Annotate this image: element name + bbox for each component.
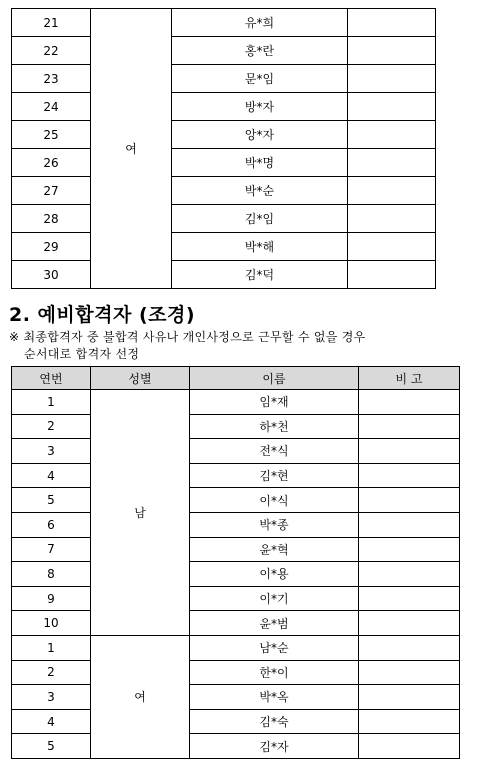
row-number: 22 bbox=[12, 37, 91, 65]
table-row bbox=[12, 611, 460, 636]
name-cell: 김*자 bbox=[190, 734, 359, 759]
table-row bbox=[12, 205, 436, 233]
remark-cell bbox=[359, 635, 460, 660]
table-row bbox=[12, 635, 460, 660]
row-number: 4 bbox=[12, 709, 91, 734]
row-number: 21 bbox=[12, 9, 91, 37]
table-row bbox=[12, 488, 460, 513]
table-row bbox=[12, 512, 460, 537]
name-cell: 이*용 bbox=[190, 562, 359, 587]
remark-cell bbox=[359, 537, 460, 562]
selection-note-line2: 순서대로 합격자 선정 bbox=[24, 347, 140, 361]
remark-cell bbox=[348, 121, 436, 149]
table-row bbox=[12, 390, 460, 415]
row-number: 1 bbox=[12, 635, 91, 660]
row-number: 5 bbox=[12, 488, 91, 513]
row-number: 8 bbox=[12, 562, 91, 587]
table-row bbox=[12, 439, 460, 464]
header-remark: 비 고 bbox=[359, 367, 460, 390]
row-number: 3 bbox=[12, 439, 91, 464]
applicant-table-body bbox=[12, 9, 436, 289]
row-number: 30 bbox=[12, 261, 91, 289]
remark-cell bbox=[348, 93, 436, 121]
table-row bbox=[12, 463, 460, 488]
remark-cell bbox=[348, 65, 436, 93]
row-number: 2 bbox=[12, 414, 91, 439]
name-cell: 남*순 bbox=[190, 635, 359, 660]
table-row bbox=[12, 9, 436, 37]
name-cell: 한*이 bbox=[190, 660, 359, 685]
row-number: 9 bbox=[12, 586, 91, 611]
table-row bbox=[12, 261, 436, 289]
name-cell: 이*기 bbox=[190, 586, 359, 611]
row-number: 25 bbox=[12, 121, 91, 149]
row-number: 28 bbox=[12, 205, 91, 233]
table-row bbox=[12, 233, 436, 261]
row-number: 1 bbox=[12, 390, 91, 415]
remark-cell bbox=[348, 9, 436, 37]
name-cell: 유*희 bbox=[172, 9, 348, 37]
name-cell: 방*자 bbox=[172, 93, 348, 121]
name-cell: 앙*자 bbox=[172, 121, 348, 149]
name-cell: 김*현 bbox=[190, 463, 359, 488]
row-number: 24 bbox=[12, 93, 91, 121]
selection-note-line1: ※ 최종합격자 중 불합격 사유나 개인사정으로 근무할 수 없을 경우 bbox=[9, 330, 366, 344]
row-number: 4 bbox=[12, 463, 91, 488]
row-number: 10 bbox=[12, 611, 91, 636]
name-cell: 문*임 bbox=[172, 65, 348, 93]
remark-cell bbox=[348, 261, 436, 289]
table-row bbox=[12, 537, 460, 562]
remark-cell bbox=[359, 390, 460, 415]
row-number: 26 bbox=[12, 149, 91, 177]
row-number: 2 bbox=[12, 660, 91, 685]
applicant-table-continued bbox=[11, 8, 436, 289]
remark-cell bbox=[359, 439, 460, 464]
table-row bbox=[12, 414, 460, 439]
table-row bbox=[12, 37, 436, 65]
name-cell: 이*식 bbox=[190, 488, 359, 513]
remark-cell bbox=[359, 414, 460, 439]
table-row bbox=[12, 149, 436, 177]
remark-cell bbox=[359, 586, 460, 611]
table-row bbox=[12, 709, 460, 734]
header-no: 연번 bbox=[12, 367, 91, 390]
name-cell: 박*종 bbox=[190, 512, 359, 537]
name-cell: 김*숙 bbox=[190, 709, 359, 734]
row-number: 6 bbox=[12, 512, 91, 537]
remark-cell bbox=[348, 205, 436, 233]
table-header-row bbox=[12, 367, 460, 390]
name-cell: 윤*범 bbox=[190, 611, 359, 636]
remark-cell bbox=[359, 488, 460, 513]
reserve-applicant-table bbox=[11, 366, 460, 759]
section-heading: 2. 예비합격자 (조경) bbox=[9, 304, 196, 326]
reserve-table-body bbox=[12, 390, 460, 759]
remark-cell bbox=[348, 37, 436, 65]
row-number: 27 bbox=[12, 177, 91, 205]
table-row bbox=[12, 586, 460, 611]
table-row bbox=[12, 734, 460, 759]
name-cell: 박*순 bbox=[172, 177, 348, 205]
remark-cell bbox=[348, 177, 436, 205]
remark-cell bbox=[359, 660, 460, 685]
remark-cell bbox=[359, 685, 460, 710]
remark-cell bbox=[359, 734, 460, 759]
table-row bbox=[12, 685, 460, 710]
header-name: 이름 bbox=[190, 367, 359, 390]
gender-cell: 여 bbox=[91, 9, 172, 289]
name-cell: 박*해 bbox=[172, 233, 348, 261]
gender-cell: 남 bbox=[91, 390, 190, 636]
table-row bbox=[12, 93, 436, 121]
row-number: 7 bbox=[12, 537, 91, 562]
name-cell: 김*덕 bbox=[172, 261, 348, 289]
row-number: 3 bbox=[12, 685, 91, 710]
table-row bbox=[12, 65, 436, 93]
row-number: 23 bbox=[12, 65, 91, 93]
table-row bbox=[12, 121, 436, 149]
remark-cell bbox=[359, 463, 460, 488]
name-cell: 김*임 bbox=[172, 205, 348, 233]
name-cell: 박*옥 bbox=[190, 685, 359, 710]
name-cell: 임*재 bbox=[190, 390, 359, 415]
remark-cell bbox=[359, 709, 460, 734]
table-row bbox=[12, 562, 460, 587]
name-cell: 홍*란 bbox=[172, 37, 348, 65]
name-cell: 하*천 bbox=[190, 414, 359, 439]
row-number: 29 bbox=[12, 233, 91, 261]
row-number: 5 bbox=[12, 734, 91, 759]
table-row bbox=[12, 660, 460, 685]
name-cell: 박*명 bbox=[172, 149, 348, 177]
gender-cell: 여 bbox=[91, 635, 190, 758]
header-gender: 성별 bbox=[91, 367, 190, 390]
remark-cell bbox=[359, 512, 460, 537]
table-row bbox=[12, 177, 436, 205]
remark-cell bbox=[359, 562, 460, 587]
remark-cell bbox=[348, 149, 436, 177]
name-cell: 전*식 bbox=[190, 439, 359, 464]
name-cell: 윤*혁 bbox=[190, 537, 359, 562]
remark-cell bbox=[359, 611, 460, 636]
remark-cell bbox=[348, 233, 436, 261]
